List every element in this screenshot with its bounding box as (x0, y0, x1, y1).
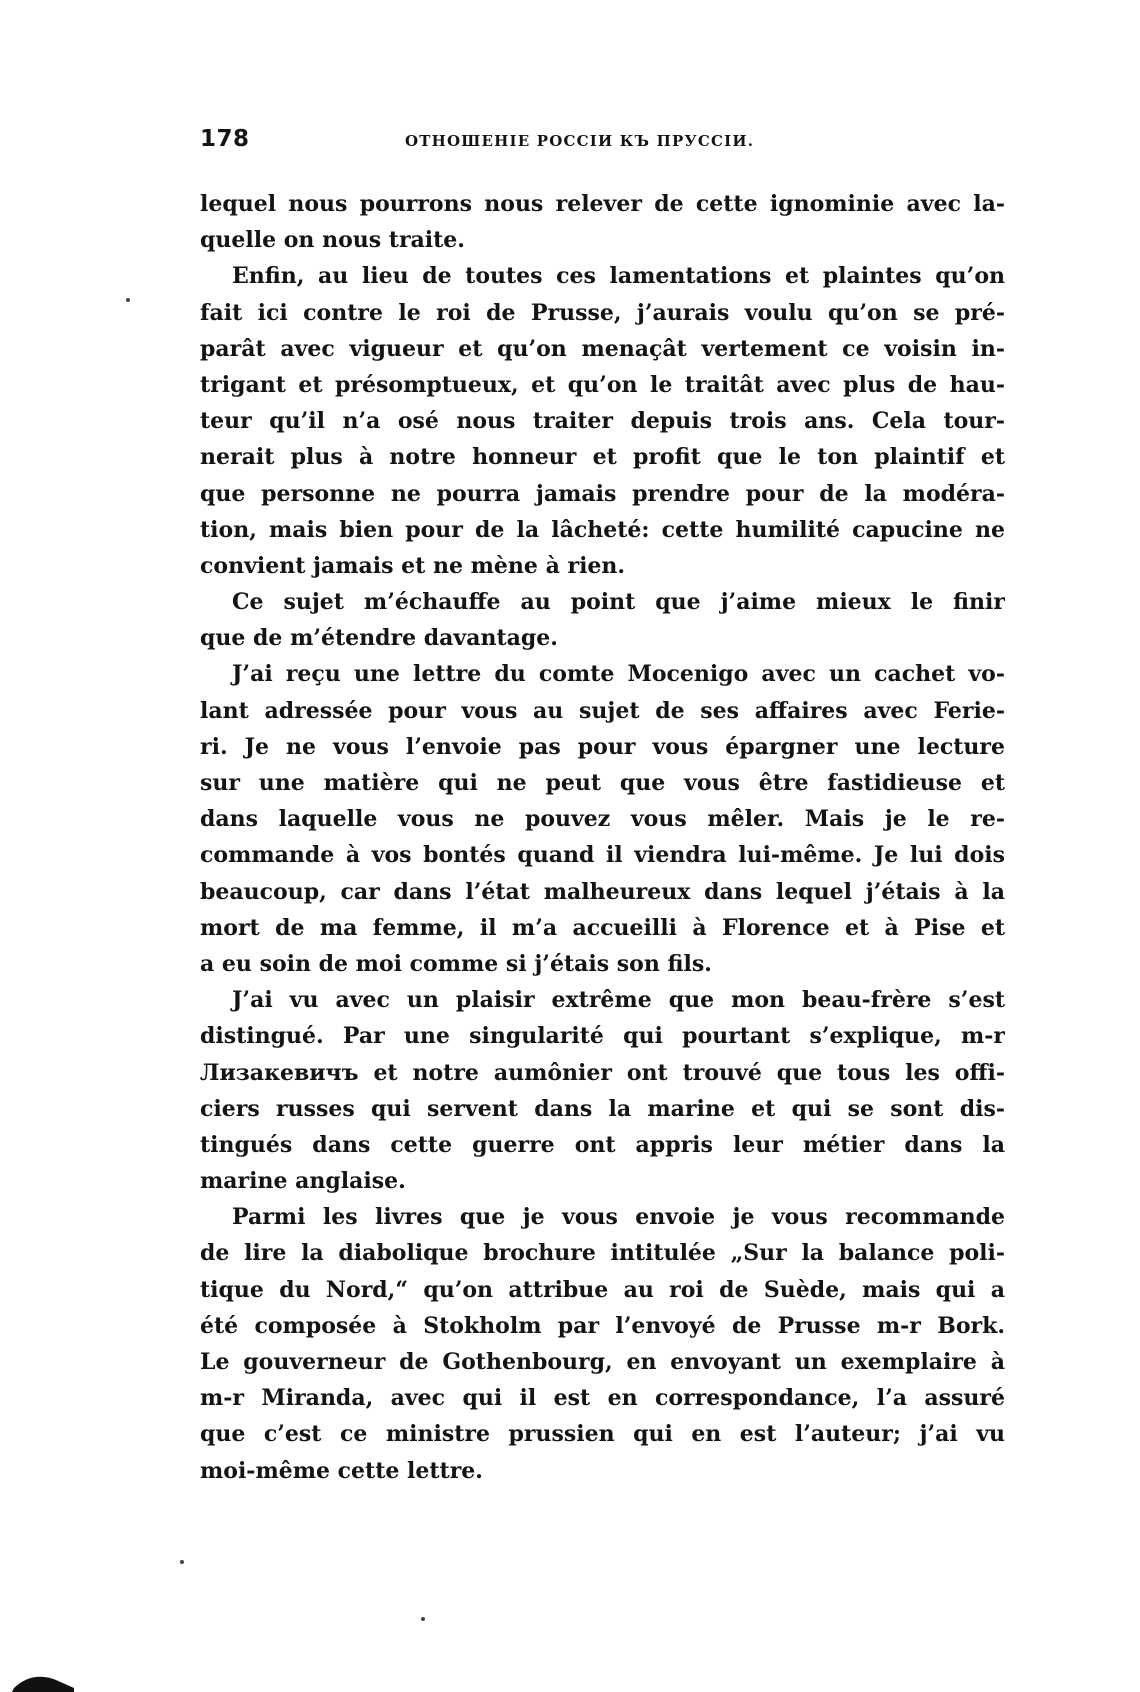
text-line: J’ai vu avec un plaisir extrême que mon beau-frère s’est (232, 987, 1005, 1014)
text-line: dans laquelle vous ne pouvez vous mêler. Mais je le re- (200, 806, 1005, 833)
page-header (200, 126, 1005, 166)
stray-dot-mark (126, 298, 130, 302)
text-line: Лизакевичъ et notre aumônier ont trouvé que tous les offi- (200, 1059, 1005, 1086)
stray-dot-mark (180, 1560, 184, 1564)
text-line: été composée à Stokholm par l’envoyé de Prusse m-r Bork. (200, 1312, 1005, 1339)
text-line: quelle on nous traite. (200, 227, 465, 254)
text-line: de lire la diabolique brochure intitulée „Sur la balance poli- (200, 1240, 1005, 1267)
text-line: que c’est ce ministre prussien qui en est l’auteur; j’ai vu (200, 1421, 1005, 1448)
text-line: commande à vos bontés quand il viendra lui-même. Je lui dois (200, 842, 1005, 869)
text-line: que personne ne pourra jamais prendre pour de la modéra- (200, 480, 1005, 507)
scan-corner-mark (12, 1666, 76, 1692)
text-line: mort de ma femme, il m’a accueilli à Florence et à Pise et (200, 914, 1005, 941)
text-line: tique du Nord,“ qu’on attribue au roi de Suède, mais qui a (200, 1276, 1005, 1303)
text-line: que de m’étendre davantage. (200, 625, 558, 652)
text-line: ciers russes qui servent dans la marine et qui se sont dis- (200, 1095, 1005, 1122)
text-line: fait ici contre le roi de Prusse, j’aurais voulu qu’on se pré- (200, 299, 1005, 326)
text-line: convient jamais et ne mène à rien. (200, 552, 626, 579)
text-line: Parmi les livres que je vous envoie je vous recommande (232, 1204, 1005, 1231)
text-line: J’ai reçu une lettre du comte Mocenigo avec un cachet vo- (232, 661, 1005, 688)
text-line: tion, mais bien pour de la lâcheté: cette humilité capucine ne (200, 516, 1005, 543)
text-line: tingués dans cette guerre ont appris leur métier dans la (200, 1131, 1005, 1158)
text-line: m-r Miranda, avec qui il est en correspondance, l’a assuré (200, 1385, 1005, 1412)
text-line: moi-même cette lettre. (200, 1457, 483, 1484)
text-line: teur qu’il n’a osé nous traiter depuis trois ans. Cela tour- (200, 408, 1005, 435)
text-line: marine anglaise. (200, 1168, 406, 1195)
running-title: ОТНОШЕНІЕ РОССІИ КЪ ПРУССІИ. (405, 132, 755, 150)
body-text (200, 186, 1005, 1489)
text-line: sur une matière qui ne peut que vous être fastidieuse et (200, 770, 1005, 796)
text-line: parât avec vigueur et qu’on menaçât vertement ce voisin in- (200, 335, 1005, 362)
text-line: nerait plus à notre honneur et profit que le ton plaintif et (200, 444, 1005, 471)
text-line: ri. Je ne vous l’envoie pas pour vous épargner une lecture (200, 733, 1005, 760)
page-number: 178 (200, 126, 250, 152)
text-line: lant adressée pour vous au sujet de ses affaires avec Ferie- (200, 697, 1005, 724)
text-line: Ce sujet m’échauffe au point que j’aime mieux le finir (232, 589, 1005, 616)
text-line: trigant et présomptueux, et qu’on le traitât avec plus de hau- (200, 371, 1005, 398)
text-line: Enfin, au lieu de toutes ces lamentations et plaintes qu’on (232, 263, 1005, 290)
text-line: lequel nous pourrons nous relever de cette ignominie avec la- (200, 191, 1005, 217)
text-line: distingué. Par une singularité qui pourtant s’explique, m-r (200, 1023, 1005, 1050)
text-line: beaucoup, car dans l’état malheureux dans lequel j’étais à la (200, 878, 1005, 905)
text-line: Le gouverneur de Gothenbourg, en envoyant un exemplaire à (200, 1349, 1005, 1375)
text-line: a eu soin de moi comme si j’étais son fils. (200, 950, 712, 977)
stray-dot-mark (421, 1617, 425, 1621)
